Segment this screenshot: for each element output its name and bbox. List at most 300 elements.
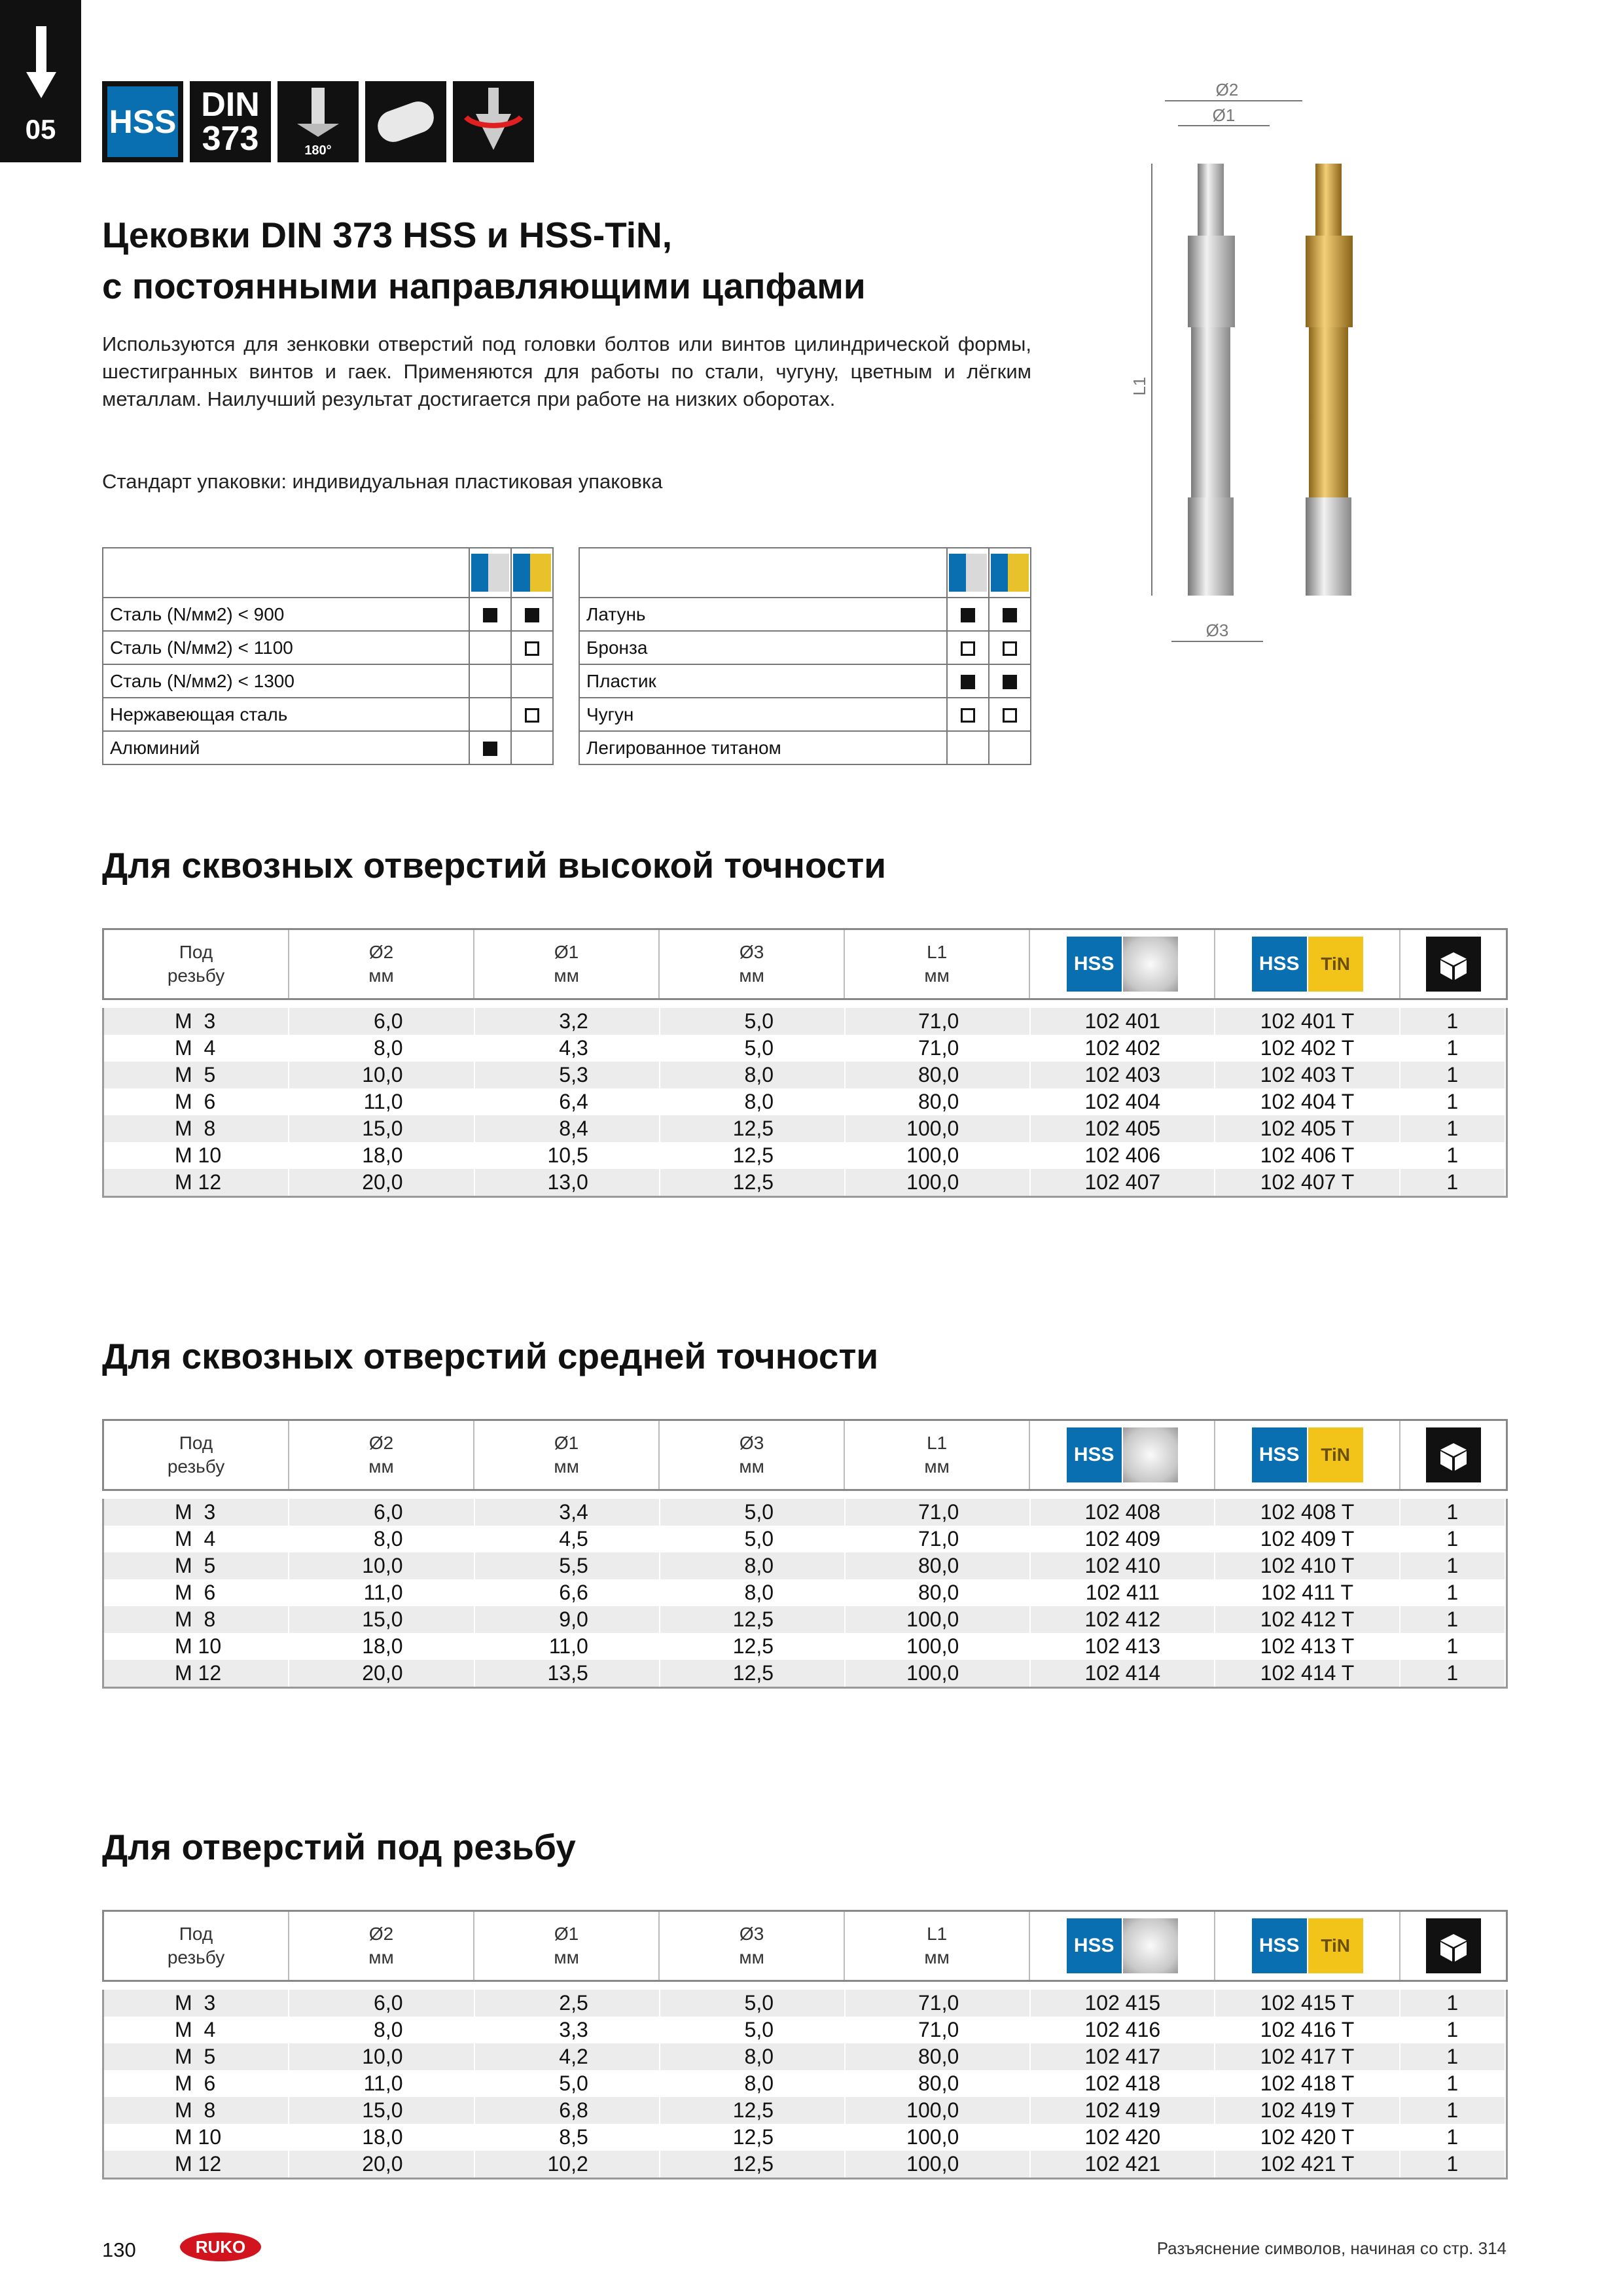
d2-cell: 10,0 xyxy=(289,1552,474,1579)
table-header: Под резьбу Ø2 мм Ø1 мм Ø3 мм L1 мм HSS HSS TiN xyxy=(102,1419,1508,1491)
tin-code-cell: 102 416 T xyxy=(1215,2017,1400,2043)
hss-code-cell: 102 406 xyxy=(1031,1142,1215,1169)
d1-cell: 4,5 xyxy=(475,1526,660,1552)
d2-cell: 20,0 xyxy=(289,1169,474,1196)
thread-cell: M 4 xyxy=(104,1035,289,1062)
thread-cell: M 12 xyxy=(104,1169,289,1196)
hss-code-cell: 102 420 xyxy=(1031,2124,1215,2151)
tin-suitability xyxy=(511,664,553,698)
hss-code-cell: 102 413 xyxy=(1031,1633,1215,1660)
d1-cell: 8,4 xyxy=(475,1115,660,1142)
din-standard-icon xyxy=(190,81,271,162)
tin-code-cell: 102 407 T xyxy=(1215,1169,1400,1196)
tin-code-cell: 102 419 T xyxy=(1215,2097,1400,2124)
thread-cell: M 3 xyxy=(104,1499,289,1526)
table-header: Под резьбу Ø2 мм Ø1 мм Ø3 мм L1 мм HSS HSS TiN xyxy=(102,928,1508,1000)
thread-cell: M 3 xyxy=(104,1990,289,2017)
hss-badge: HSS xyxy=(1067,1918,1122,1973)
table-row xyxy=(104,1633,1506,1660)
tin-code-cell: 102 421 T xyxy=(1215,2151,1400,2178)
tin-code-cell: 102 417 T xyxy=(1215,2043,1400,2070)
tin-code-cell: 102 418 T xyxy=(1215,2070,1400,2097)
hss-column-header xyxy=(1030,1421,1215,1489)
tin-column-header xyxy=(1215,1421,1400,1489)
d3-cell: 12,5 xyxy=(660,1606,846,1633)
pack-qty-cell: 1 xyxy=(1400,1088,1506,1115)
section-heading: Для отверстий под резьбу xyxy=(102,1827,576,1867)
tin-suitability xyxy=(989,598,1031,631)
hss-code-cell: 102 411 xyxy=(1031,1579,1215,1606)
bright-finish-swatch xyxy=(1123,1918,1178,1973)
tin-suitability xyxy=(511,631,553,664)
material-name: Бронза xyxy=(579,631,947,664)
d2-cell: 15,0 xyxy=(289,1606,474,1633)
table-row xyxy=(104,1526,1506,1552)
l1-cell: 100,0 xyxy=(846,2151,1031,2178)
d2-cell: 8,0 xyxy=(289,2017,474,2043)
hss-code-cell: 102 407 xyxy=(1031,1169,1215,1196)
l1-cell: 71,0 xyxy=(846,2017,1031,2043)
section-heading: Для сквозных отверстий высокой точности xyxy=(102,845,887,886)
din-label: DIN xyxy=(201,86,260,124)
hss-suitability xyxy=(469,664,511,698)
hss-swatch xyxy=(471,554,509,592)
filled-square-icon xyxy=(1003,675,1017,689)
countersink-rotation-icon xyxy=(453,81,534,162)
filled-square-icon xyxy=(483,608,497,622)
thread-cell: M 10 xyxy=(104,1142,289,1169)
empty-square-icon xyxy=(961,708,975,723)
hss-code-cell: 102 415 xyxy=(1031,1990,1215,2017)
hss-suitability xyxy=(469,631,511,664)
tin-code-cell: 102 408 T xyxy=(1215,1499,1400,1526)
hss-badge: HSS xyxy=(1067,1427,1122,1482)
d2-cell: 8,0 xyxy=(289,1526,474,1552)
material-name: Легированное титаном xyxy=(579,731,947,764)
hss-suitability xyxy=(947,664,989,698)
section-number: 05 xyxy=(25,114,56,145)
thread-cell: M 12 xyxy=(104,2151,289,2178)
hss-badge: HSS xyxy=(1067,937,1122,992)
l1-cell: 100,0 xyxy=(846,1169,1031,1196)
pack-qty-cell: 1 xyxy=(1400,1606,1506,1633)
l1-cell: 80,0 xyxy=(846,2070,1031,2097)
hss-badge: HSS xyxy=(1252,1427,1307,1482)
material-name: Пластик xyxy=(579,664,947,698)
svg-text:RUKO: RUKO xyxy=(195,2237,246,2257)
table-row xyxy=(104,2043,1506,2070)
pack-qty-cell: 1 xyxy=(1400,1499,1506,1526)
material-row xyxy=(103,598,553,631)
hss-badge: HSS xyxy=(1252,937,1307,992)
pack-qty-cell: 1 xyxy=(1400,1169,1506,1196)
d1-cell: 6,6 xyxy=(475,1579,660,1606)
table-row xyxy=(104,1169,1506,1196)
table-row xyxy=(104,1990,1506,2017)
hss-suitability xyxy=(469,698,511,731)
angle-180-icon xyxy=(277,81,359,162)
package-box-icon xyxy=(1426,1918,1481,1973)
table-row xyxy=(104,1035,1506,1062)
pack-qty-cell: 1 xyxy=(1400,1633,1506,1660)
pack-qty-cell: 1 xyxy=(1400,2043,1506,2070)
pack-qty-cell: 1 xyxy=(1400,1990,1506,2017)
d2-cell: 8,0 xyxy=(289,1035,474,1062)
d2-cell: 15,0 xyxy=(289,2097,474,2124)
hss-code-cell: 102 416 xyxy=(1031,2017,1215,2043)
hss-code-cell: 102 403 xyxy=(1031,1062,1215,1088)
d3-cell: 8,0 xyxy=(660,1088,846,1115)
material-row xyxy=(103,631,553,664)
empty-square-icon xyxy=(1003,708,1017,723)
table-body xyxy=(102,1008,1508,1198)
d3-cell: 12,5 xyxy=(660,1169,846,1196)
filled-square-icon xyxy=(483,742,497,756)
d2-cell: 6,0 xyxy=(289,1499,474,1526)
tin-code-cell: 102 415 T xyxy=(1215,1990,1400,2017)
table-row xyxy=(104,1088,1506,1115)
d2-cell: 10,0 xyxy=(289,1062,474,1088)
thread-cell: M 5 xyxy=(104,2043,289,2070)
hss-suitability xyxy=(469,598,511,631)
thread-cell: M 3 xyxy=(104,1008,289,1035)
description: Используются для зенковки отверстий под головки болтов или винтов цилиндрической формы, шестигранных винтов и гаек. Применяются для работы по стали, чугуну, цветным и лёгким металлам. Наилучший результат достигается при работе на низких оборотах. xyxy=(102,332,1031,410)
hss-code-cell: 102 401 xyxy=(1031,1008,1215,1035)
tin-code-cell: 102 406 T xyxy=(1215,1142,1400,1169)
d1-cell: 13,0 xyxy=(475,1169,660,1196)
hss-suitability xyxy=(469,731,511,764)
packaging-info: Стандарт упаковки: индивидуальная пластиковая упаковка xyxy=(102,470,663,493)
thread-cell: M 5 xyxy=(104,1062,289,1088)
l1-cell: 100,0 xyxy=(846,1660,1031,1687)
hss-suitability xyxy=(947,698,989,731)
tin-code-cell: 102 413 T xyxy=(1215,1633,1400,1660)
d1-cell: 6,8 xyxy=(475,2097,660,2124)
d3-cell: 8,0 xyxy=(660,1579,846,1606)
l1-cell: 71,0 xyxy=(846,1008,1031,1035)
hss-suitability xyxy=(947,731,989,764)
pack-qty-cell: 1 xyxy=(1400,2070,1506,2097)
d3-cell: 8,0 xyxy=(660,1062,846,1088)
empty-square-icon xyxy=(1003,641,1017,656)
bright-finish-swatch xyxy=(1123,1427,1178,1482)
hss-column-header xyxy=(1030,930,1215,998)
d1-cell: 13,5 xyxy=(475,1660,660,1687)
material-name: Латунь xyxy=(579,598,947,631)
tin-code-cell: 102 402 T xyxy=(1215,1035,1400,1062)
thread-cell: M 6 xyxy=(104,1088,289,1115)
l1-cell: 100,0 xyxy=(846,1606,1031,1633)
l1-cell: 100,0 xyxy=(846,1633,1031,1660)
d1-cell: 4,2 xyxy=(475,2043,660,2070)
hss-suitability xyxy=(947,598,989,631)
pack-qty-cell: 1 xyxy=(1400,2151,1506,2178)
d1-cell: 3,4 xyxy=(475,1499,660,1526)
d2-cell: 10,0 xyxy=(289,2043,474,2070)
d3-cell: 5,0 xyxy=(660,2017,846,2043)
d1-cell: 4,3 xyxy=(475,1035,660,1062)
table-row xyxy=(104,2151,1506,2178)
filled-square-icon xyxy=(1003,608,1017,622)
svg-text:Ø2: Ø2 xyxy=(1215,80,1239,99)
hss-column-header xyxy=(1030,1912,1215,1980)
material-name: Чугун xyxy=(579,698,947,731)
l1-cell: 71,0 xyxy=(846,1990,1031,2017)
d1-cell: 2,5 xyxy=(475,1990,660,2017)
tin-code-cell: 102 403 T xyxy=(1215,1062,1400,1088)
pack-qty-cell: 1 xyxy=(1400,1526,1506,1552)
d1-cell: 8,5 xyxy=(475,2124,660,2151)
material-row xyxy=(579,731,1031,764)
filled-square-icon xyxy=(525,608,539,622)
product-table xyxy=(102,1419,1508,1689)
product-drawing xyxy=(1126,72,1400,661)
tin-code-cell: 102 414 T xyxy=(1215,1660,1400,1687)
table-row xyxy=(104,2097,1506,2124)
product-table xyxy=(102,1910,1508,2179)
cylindrical-shank-icon xyxy=(365,81,446,162)
hss-code-cell: 102 419 xyxy=(1031,2097,1215,2124)
thread-cell: M 8 xyxy=(104,1115,289,1142)
l1-cell: 80,0 xyxy=(846,2043,1031,2070)
material-name: Алюминий xyxy=(103,731,469,764)
l1-cell: 71,0 xyxy=(846,1035,1031,1062)
d3-cell: 5,0 xyxy=(660,1008,846,1035)
d1-cell: 5,0 xyxy=(475,2070,660,2097)
material-row xyxy=(103,664,553,698)
d1-cell: 6,4 xyxy=(475,1088,660,1115)
tin-suitability xyxy=(989,731,1031,764)
pack-qty-cell: 1 xyxy=(1400,1579,1506,1606)
table-row xyxy=(104,1606,1506,1633)
countersink-icon xyxy=(0,7,81,105)
table-row xyxy=(104,1142,1506,1169)
d1-cell: 5,3 xyxy=(475,1062,660,1088)
d3-cell: 12,5 xyxy=(660,2097,846,2124)
table-row xyxy=(104,1008,1506,1035)
l1-cell: 100,0 xyxy=(846,2097,1031,2124)
tin-code-cell: 102 411 T xyxy=(1215,1579,1400,1606)
bright-finish-swatch xyxy=(1123,937,1178,992)
tin-code-cell: 102 410 T xyxy=(1215,1552,1400,1579)
hss-suitability xyxy=(947,631,989,664)
pack-qty-cell: 1 xyxy=(1400,2124,1506,2151)
hss-code-cell: 102 404 xyxy=(1031,1088,1215,1115)
d1-cell: 11,0 xyxy=(475,1633,660,1660)
table-row xyxy=(104,1062,1506,1088)
tin-badge: TiN xyxy=(1308,937,1363,992)
d3-cell: 12,5 xyxy=(660,2124,846,2151)
tin-badge: TiN xyxy=(1308,1427,1363,1482)
pack-qty-cell: 1 xyxy=(1400,1660,1506,1687)
thread-cell: M 10 xyxy=(104,1633,289,1660)
material-row xyxy=(103,698,553,731)
thread-cell: M 12 xyxy=(104,1660,289,1687)
d3-cell: 8,0 xyxy=(660,2043,846,2070)
pack-qty-cell: 1 xyxy=(1400,2097,1506,2124)
hss-code-cell: 102 421 xyxy=(1031,2151,1215,2178)
d1-cell: 3,3 xyxy=(475,2017,660,2043)
material-row xyxy=(579,698,1031,731)
hss-swatch xyxy=(949,554,987,592)
d3-cell: 12,5 xyxy=(660,1142,846,1169)
d2-cell: 6,0 xyxy=(289,1008,474,1035)
d2-cell: 20,0 xyxy=(289,1660,474,1687)
d2-cell: 11,0 xyxy=(289,1579,474,1606)
thread-cell: M 6 xyxy=(104,1579,289,1606)
tin-code-cell: 102 405 T xyxy=(1215,1115,1400,1142)
tin-swatch xyxy=(513,554,551,592)
tin-column-header xyxy=(1215,1912,1400,1980)
svg-text:Ø1: Ø1 xyxy=(1212,105,1236,125)
hss-code-cell: 102 409 xyxy=(1031,1526,1215,1552)
product-table xyxy=(102,928,1508,1198)
material-row xyxy=(579,631,1031,664)
thread-cell: M 6 xyxy=(104,2070,289,2097)
hss-code-cell: 102 405 xyxy=(1031,1115,1215,1142)
materials-table-right xyxy=(579,547,1031,765)
d2-cell: 11,0 xyxy=(289,2070,474,2097)
table-row xyxy=(104,2017,1506,2043)
hss-code-cell: 102 402 xyxy=(1031,1035,1215,1062)
tin-swatch xyxy=(991,554,1029,592)
d1-cell: 3,2 xyxy=(475,1008,660,1035)
hss-badge: HSS xyxy=(1252,1918,1307,1973)
tin-suitability xyxy=(989,631,1031,664)
empty-square-icon xyxy=(525,641,539,656)
thread-cell: M 8 xyxy=(104,2097,289,2124)
d2-cell: 6,0 xyxy=(289,1990,474,2017)
l1-cell: 80,0 xyxy=(846,1088,1031,1115)
tin-code-cell: 102 404 T xyxy=(1215,1088,1400,1115)
pack-qty-cell: 1 xyxy=(1400,1552,1506,1579)
material-row xyxy=(103,731,553,764)
d2-cell: 18,0 xyxy=(289,2124,474,2151)
tin-code-cell: 102 412 T xyxy=(1215,1606,1400,1633)
tin-code-cell: 102 409 T xyxy=(1215,1526,1400,1552)
pack-qty-cell: 1 xyxy=(1400,1008,1506,1035)
hss-code-cell: 102 412 xyxy=(1031,1606,1215,1633)
d3-cell: 8,0 xyxy=(660,2070,846,2097)
l1-cell: 71,0 xyxy=(846,1526,1031,1552)
table-row xyxy=(104,2124,1506,2151)
symbols-note: Разъяснение символов, начиная со стр. 314 xyxy=(1156,2238,1507,2258)
d1-cell: 10,5 xyxy=(475,1142,660,1169)
thread-cell: M 8 xyxy=(104,1606,289,1633)
tin-badge: TiN xyxy=(1308,1918,1363,1973)
d3-cell: 12,5 xyxy=(660,1115,846,1142)
thread-cell: M 5 xyxy=(104,1552,289,1579)
page-number: 130 xyxy=(102,2238,136,2261)
hss-code-cell: 102 417 xyxy=(1031,2043,1215,2070)
hss-code-cell: 102 418 xyxy=(1031,2070,1215,2097)
l1-cell: 80,0 xyxy=(846,1062,1031,1088)
d1-cell: 5,5 xyxy=(475,1552,660,1579)
table-row xyxy=(104,1499,1506,1526)
d3-cell: 5,0 xyxy=(660,1990,846,2017)
tin-suitability xyxy=(511,731,553,764)
hss-code-cell: 102 410 xyxy=(1031,1552,1215,1579)
section-tab xyxy=(0,0,81,162)
d1-cell: 9,0 xyxy=(475,1606,660,1633)
l1-cell: 100,0 xyxy=(846,1115,1031,1142)
d1-cell: 10,2 xyxy=(475,2151,660,2178)
thread-cell: M 10 xyxy=(104,2124,289,2151)
hss-code-cell: 102 408 xyxy=(1031,1499,1215,1526)
d3-cell: 5,0 xyxy=(660,1499,846,1526)
material-name: Нержавеющая сталь xyxy=(103,698,469,731)
l1-cell: 100,0 xyxy=(846,2124,1031,2151)
tin-column-header xyxy=(1215,930,1400,998)
pack-qty-cell: 1 xyxy=(1400,1142,1506,1169)
material-name: Сталь (N/мм2) < 900 xyxy=(103,598,469,631)
tin-suitability xyxy=(989,664,1031,698)
table-body xyxy=(102,1990,1508,2179)
table-row xyxy=(104,1115,1506,1142)
d3-cell: 5,0 xyxy=(660,1526,846,1552)
table-row xyxy=(104,2070,1506,2097)
table-body xyxy=(102,1499,1508,1689)
pack-qty-cell: 1 xyxy=(1400,1062,1506,1088)
tin-suitability xyxy=(511,698,553,731)
table-row xyxy=(104,1579,1506,1606)
d3-cell: 12,5 xyxy=(660,1633,846,1660)
section-heading: Для сквозных отверстий средней точности xyxy=(102,1336,879,1376)
l1-cell: 80,0 xyxy=(846,1579,1031,1606)
d2-cell: 15,0 xyxy=(289,1115,474,1142)
tin-suitability xyxy=(511,598,553,631)
thread-cell: M 4 xyxy=(104,2017,289,2043)
pack-qty-cell: 1 xyxy=(1400,1035,1506,1062)
tin-code-cell: 102 420 T xyxy=(1215,2124,1400,2151)
package-box-icon xyxy=(1426,937,1481,992)
d2-cell: 11,0 xyxy=(289,1088,474,1115)
ruko-logo xyxy=(178,2231,263,2263)
d2-cell: 20,0 xyxy=(289,2151,474,2178)
d3-cell: 12,5 xyxy=(660,2151,846,2178)
svg-text:Ø3: Ø3 xyxy=(1205,620,1229,640)
table-header: Под резьбу Ø2 мм Ø1 мм Ø3 мм L1 мм HSS HSS TiN xyxy=(102,1910,1508,1982)
table-row xyxy=(104,1660,1506,1687)
empty-square-icon xyxy=(961,641,975,656)
hss-code-cell: 102 414 xyxy=(1031,1660,1215,1687)
pack-qty-cell: 1 xyxy=(1400,1115,1506,1142)
page-title: Цековки DIN 373 HSS и HSS-TiN, с постоянными направляющими цапфами xyxy=(102,215,866,306)
d3-cell: 5,0 xyxy=(660,1035,846,1062)
material-row xyxy=(579,598,1031,631)
filled-square-icon xyxy=(961,675,975,689)
table-row xyxy=(104,1552,1506,1579)
d2-cell: 18,0 xyxy=(289,1142,474,1169)
l1-cell: 71,0 xyxy=(846,1499,1031,1526)
empty-square-icon xyxy=(525,708,539,723)
l1-cell: 100,0 xyxy=(846,1142,1031,1169)
material-row xyxy=(579,664,1031,698)
package-box-icon xyxy=(1426,1427,1481,1482)
material-name: Сталь (N/мм2) < 1100 xyxy=(103,631,469,664)
d3-cell: 12,5 xyxy=(660,1660,846,1687)
thread-cell: M 4 xyxy=(104,1526,289,1552)
tin-code-cell: 102 401 T xyxy=(1215,1008,1400,1035)
d3-cell: 8,0 xyxy=(660,1552,846,1579)
l1-cell: 80,0 xyxy=(846,1552,1031,1579)
filled-square-icon xyxy=(961,608,975,622)
d2-cell: 18,0 xyxy=(289,1633,474,1660)
material-name: Сталь (N/мм2) < 1300 xyxy=(103,664,469,698)
svg-text:L1: L1 xyxy=(1130,376,1149,396)
svg-text:180°: 180° xyxy=(304,143,332,158)
din-number: 373 xyxy=(202,120,259,158)
